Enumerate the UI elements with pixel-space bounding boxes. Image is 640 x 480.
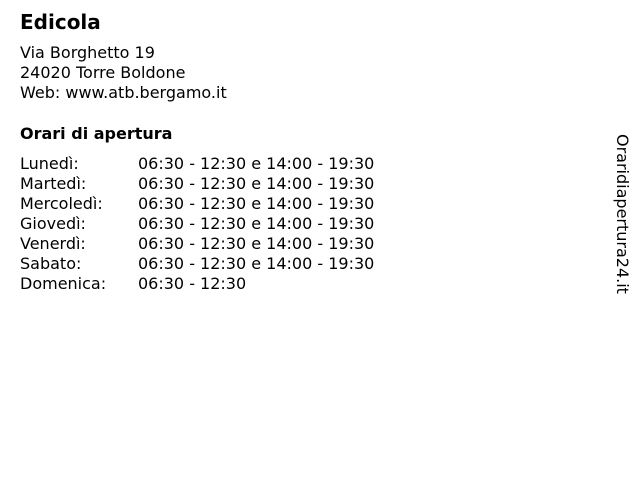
- address-city: 24020 Torre Boldone: [20, 63, 186, 82]
- time-range: 06:30 - 12:30 e 14:00 - 19:30: [138, 234, 375, 253]
- brand-text: Oraridiapertura24.it: [613, 134, 632, 294]
- time-range: 06:30 - 12:30 e 14:00 - 19:30: [138, 174, 375, 193]
- day-label: Domenica:: [20, 274, 107, 293]
- day-label: Mercoledì:: [20, 194, 103, 213]
- time-range: 06:30 - 12:30: [138, 274, 247, 293]
- day-label: Lunedì:: [20, 154, 79, 173]
- day-label: Martedì:: [20, 174, 87, 193]
- time-range: 06:30 - 12:30 e 14:00 - 19:30: [138, 214, 375, 233]
- time-range: 06:30 - 12:30 e 14:00 - 19:30: [138, 194, 375, 213]
- day-label: Sabato:: [20, 254, 82, 273]
- business-address: [20, 43, 227, 103]
- website-link[interactable]: Web: www.atb.bergamo.it: [20, 83, 227, 102]
- day-label: Giovedì:: [20, 214, 86, 233]
- address-street: Via Borghetto 19: [20, 43, 155, 62]
- time-range: 06:30 - 12:30 e 14:00 - 19:30: [138, 154, 375, 173]
- day-label: Venerdì:: [20, 234, 86, 253]
- brand-watermark: [612, 134, 634, 308]
- business-name: Edicola: [20, 10, 101, 34]
- time-range: 06:30 - 12:30 e 14:00 - 19:30: [138, 254, 375, 273]
- opening-hours-heading: Orari di apertura: [20, 124, 173, 143]
